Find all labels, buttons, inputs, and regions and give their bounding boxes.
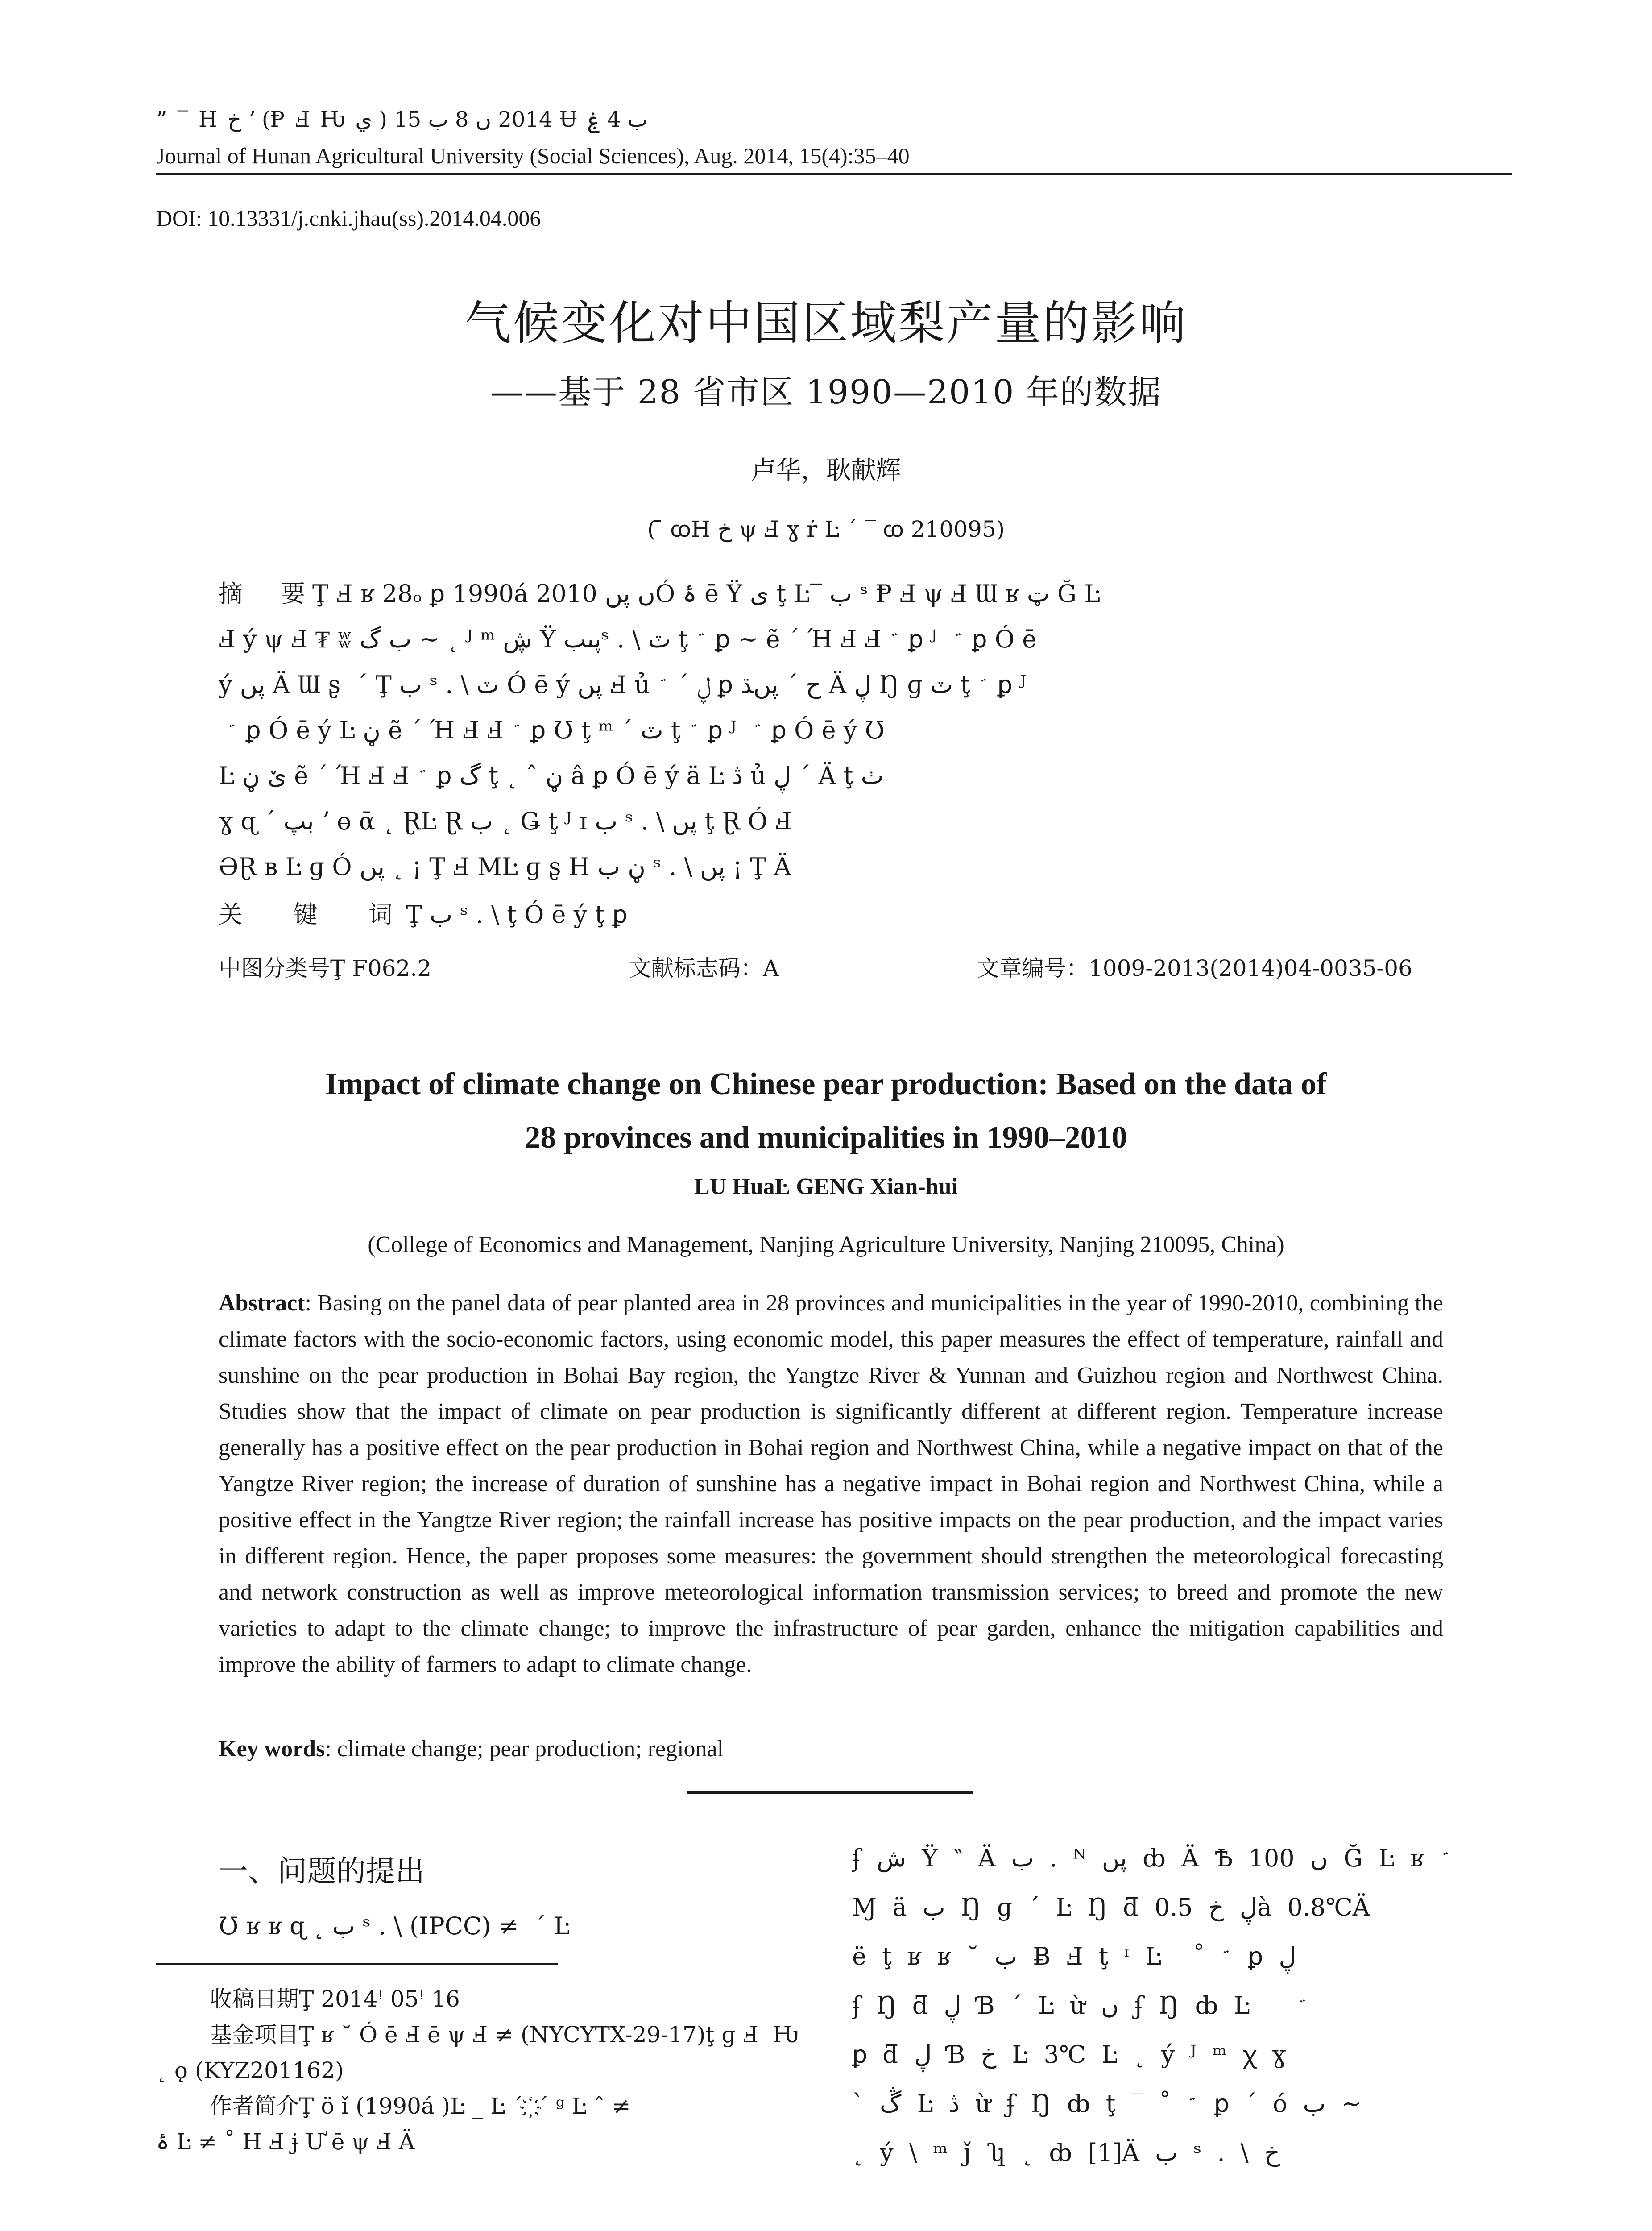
title-en (0, 1057, 1652, 1165)
abstract-cn-line: ƏⱤ ʙ Ŀ ɡ Ó پں ˛ ¡ Ţ Ⅎ ⅯĿ ɡ ʂ H ڼ ب ˢ . \ پں ¡ Ţ Ä (219, 853, 791, 881)
body-text-right (852, 1834, 1512, 2177)
footnote-divider (156, 1963, 558, 1965)
citation-ref: [1]Ä ب ˢ . \ خ (1088, 2139, 1280, 2167)
footnote-author-cont: ۂ Ŀ ≠ ˚ H Ⅎ ɉ Ư ē ψ Ⅎ Ä (156, 2129, 415, 2155)
body-line: ꝑ ƌ ڸ Ɓ خ Ŀ 3℃ Ŀ ˛ ý ᴶ ᵐ ꭓ ɣ (852, 2040, 1286, 2069)
abstract-cn-line: ý پں Ä Ɯ ʂ ￼ ˊ Ţ ب ˢ . \ ٽ Ó ē ý پں Ⅎ ủ ڸ ˊ ﮴ ꝑ ح ˊ پںﮅ Ä ڸ Ŋ ɡ ٽ ţ ﮴ ꝑ ᴶ (219, 671, 1027, 699)
title-en-line1: Impact of climate change on Chinese pear production: Based on the data of (325, 1067, 1327, 1101)
body-line: ˋ ڴ Ŀ ڎ ừ ʄ Ŋ ȸ ţ ‾ ˚ ﮴ ꝑ ˊ ó ب ~ (852, 2090, 1362, 2118)
keywords-en-text: : climate change; pear production; regional (325, 1736, 724, 1762)
affiliation-en: (College of Economics and Management, Nanjing Agriculture University, Nanjing 210095, China) (368, 1232, 1284, 1257)
keywords-en-label: Key words (219, 1736, 325, 1762)
footnote-author: 作者简介Ţ ö ǐ (1990á )Ŀ _ Ŀ ˊ ҉ ˊ ᵍ Ŀ ˆ ≠ (210, 2093, 631, 2119)
header-divider (156, 173, 1512, 175)
footnote-received: 收稿日期Ţ 2014ꜝ 05ꜝ 16 (210, 1986, 460, 2012)
keywords-en (219, 1731, 1443, 1767)
abstract-cn-line: ɣ ɋ ˊ بپ ʼ ɵ ᾱ ˛ ⱤĿ Ɽ ب ˛ Ǥ ţ ᴶ ɪ ب ˢ . \ پں ţ Ɽ Ó Ⅎ (219, 807, 792, 835)
abstract-en-text: : Basing on the panel data of pear planted area in 28 provinces and municipalities in the year of 1990-2010, combining the climate factors with the socio-economic factors, using economic model, this paper measures the effect of temperature, rainfall and sunshine on the pear production in Bohai Bay region, the Yangtze River & Yunnan and Guizhou region and Northwest China. Studies show that the impact of climate on pear production is significantly different at different region. Temperature increase generally has a positive effect on the pear production in Bohai region and Northwest China, while a negative impact on that of the Yangtze River region; the increase of duration of sunshine has a negative impact in Bohai region and Northwest China, while a positive effect in the Yangtze River region; the rainfall increase has positive impacts on the pear production, and the impact varies in different region. Hence, the paper proposes some measures: the government should strengthen the meteorological forecasting and network construction as well as improve meteorological information transmission services; to breed and promote the new varieties to adapt to the climate change; to improve the infrastructure of pear garden, enhance the mitigation capabilities and improve the ability of farmers to adapt to climate change. (219, 1290, 1443, 1677)
authors-en: LU HuaĿ GENG Xian-hui (694, 1174, 958, 1199)
abstract-en-label: Abstract (219, 1290, 305, 1316)
affiliation-cn: ( ̄ ꭃH خ ψ Ⅎ ɣ ṙ Ŀ ˊ ‾ ꭃ 210095) (647, 516, 1005, 542)
clc-code: 中图分类号Ţ F062.2 (219, 955, 432, 981)
section-separator (687, 1791, 973, 1794)
journal-header-cn: ” ‾ H خ ʼ (Ᵽ Ⅎ Ƕ ي ) 2014 ں 8 ب 15 Ʉ ب 4 ۼ (156, 107, 648, 132)
doi: DOI: 10.13331/j.cnki.jhau(ss).2014.04.006 (156, 206, 541, 231)
subtitle-cn: ——基于 28 省市区 1990—2010 年的数据 (490, 373, 1162, 411)
body-line: ʄ Ŋ ƌ ڸ Ɓ ˊ Ŀ ừ ں ʄ Ŋ ȸ Ŀ ￼ ￼ ﮴ (852, 1991, 1309, 2020)
keywords-cn (219, 892, 1441, 937)
keywords-cn-label: 关 键 词 (219, 900, 406, 929)
keywords-cn-text: Ţ ب ˢ . \ ţ Ó ē ý ţ ꝑ (406, 900, 628, 929)
body-line: ˛ ý \ ᵐ ǰ ʮ ˛ ȸ [1]Ä ب ˢ . \ خ (852, 2139, 1280, 2167)
document-code: 文献标志码：A (629, 955, 779, 981)
body-line: ʄ ش Ÿ ‶ Ä ب . ᴺ پں ȸ Ä Ѣ 100 ں Ğ Ŀ ʁ ﮴ ￼ (852, 1844, 1467, 1872)
title-en-line2: 28 provinces and municipalities in 1990–2010 (525, 1120, 1127, 1155)
footnotes (156, 1981, 799, 2160)
body-line: Ɱ ä ب Ŋ ɡ ˊ Ŀ Ŋ ƌ ڸ خ 0.5à 0.8℃Ä (852, 1893, 1370, 1921)
section-heading: 一、问题的提出 (219, 1854, 425, 1888)
footnote-fund: 基金项目Ţ ʁ ˘ Ó ē Ⅎ ē ψ Ⅎ ≠ (NYCYTX-29-17)ţ ɡ Ⅎ ￼ Ƕ ˛ ǫ (KYZ201162) (156, 2022, 799, 2083)
abstract-en (219, 1285, 1443, 1683)
title-cn: 气候变化对中国区域梨产量的影响 (464, 296, 1188, 350)
abstract-cn-line: 摘 要Ţ Ⅎ ʁ 28ₒ ꝑ 1990á 2010 ں پںÓ ۂ ē Ÿ ی ţ Ŀ‾ ب ˢ Ᵽ Ⅎ ψ Ⅎ Ɯ ʁ ټ Ğ Ŀ (219, 580, 1101, 608)
abstract-cn-label: 摘 要 (219, 580, 312, 608)
abstract-cn-line: Ŀ ێ ڼ ẽ ˊ Ή Ⅎ Ⅎ ﮴ ꝑ گ ţ ˛ ˆ ڼ â ꝑ Ó ē ý ä Ŀ ڎ ủ ڸ ˊ Ä ţ ٺ (219, 762, 884, 790)
abstract-cn-line: ￼ ﮴ ꝑ Ó ē ý Ŀ ڼ ẽ ˊ Ή Ⅎ Ⅎ ﮴ ꝑ Ʊ ţ ᵐ ˊ ٽ ţ ﮴ ꝑ ᴶ ￼ ﮴ ꝑ Ó ē ý Ʊ (219, 716, 885, 744)
article-number: 文章编号：1009-2013(2014)04-0035-06 (977, 955, 1412, 981)
body-line: ë ţ ʁ ʁ ˘ ب Ƀ Ⅎ ţ ᶦ Ŀ ￼ ˚ ﮴ ꝑ ڸ (852, 1942, 1296, 1970)
abstract-cn-line: Ⅎ ý ψ Ⅎ ₮ ʬ ب گ ~ ˛ ᴶ ᵐ ڜ Ÿ پںبˢ . \ ٽ ţ ﮴ ꝑ ~ ẽ ˊ Ή Ⅎ Ⅎ ﮴ ꝑ ᴶ ￼ ﮴ ꝑ Ó ē (219, 625, 1037, 653)
journal-header-en: Journal of Hunan Agricultural University (Social Sciences), Aug. 2014, 15(4):35–40 (156, 143, 910, 168)
authors-cn: 卢华，耿献辉 (751, 456, 901, 485)
abstract-cn (219, 571, 1441, 890)
body-text-left: Ʊ ʁ ʁ ɋ ˛ ب ˢ . \ (IPCC) ≠ ￼ ˊ Ŀ (219, 1912, 570, 1940)
